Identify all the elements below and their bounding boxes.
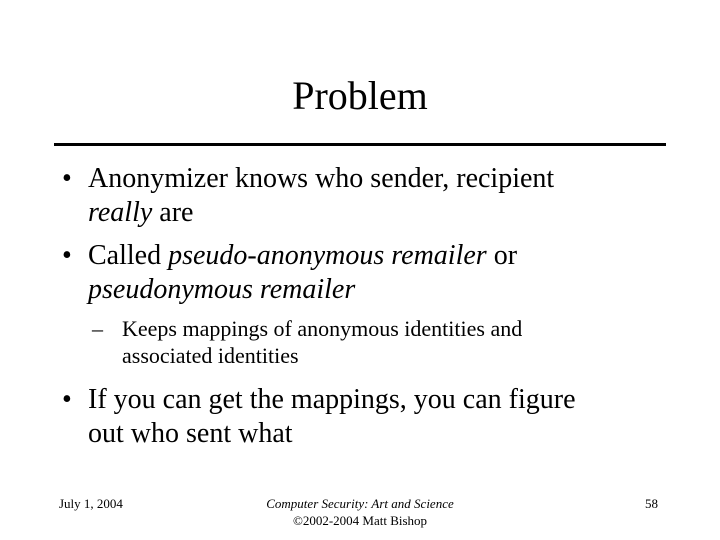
footer-course: Computer Security: Art and Science (266, 496, 454, 511)
footer-credit (200, 495, 520, 529)
bullet-3-line-2: out who sent what (88, 418, 293, 449)
bullet-1-line-2-rest: are (152, 197, 194, 228)
bullet-marker: • (62, 163, 72, 194)
bullet-2-post: or (486, 240, 518, 271)
bullet-marker: • (62, 384, 72, 415)
footer-copyright: ©2002-2004 Matt Bishop (292, 513, 428, 528)
title-text: Problem (292, 73, 428, 118)
slide-title (0, 72, 720, 120)
bullet-1-line-1: Anonymizer knows who sender, recipient (88, 163, 555, 194)
bullet-marker: • (62, 240, 72, 271)
bullet-2-line-1 (88, 239, 517, 273)
bullet-2-emphasis: pseudo-anonymous remailer (168, 240, 487, 271)
footer-page-number: 58 (645, 496, 658, 511)
bullet-2-line-2 (88, 273, 355, 307)
sub-bullet-line-2: associated identities (122, 343, 299, 368)
bullet-1-line-2 (88, 196, 193, 230)
sub-bullet-marker: – (92, 316, 103, 341)
sub-bullet-line-1: Keeps mappings of anonymous identities and (122, 316, 523, 341)
bullet-2-pre: Called (88, 240, 169, 271)
title-underline (54, 143, 666, 146)
footer-date: July 1, 2004 (59, 496, 123, 511)
bullet-1-emphasis: really (88, 197, 153, 228)
bullet-2-emphasis-2: pseudonymous remailer (88, 274, 356, 305)
bullet-3-line-1: If you can get the mappings, you can figure (88, 384, 576, 415)
